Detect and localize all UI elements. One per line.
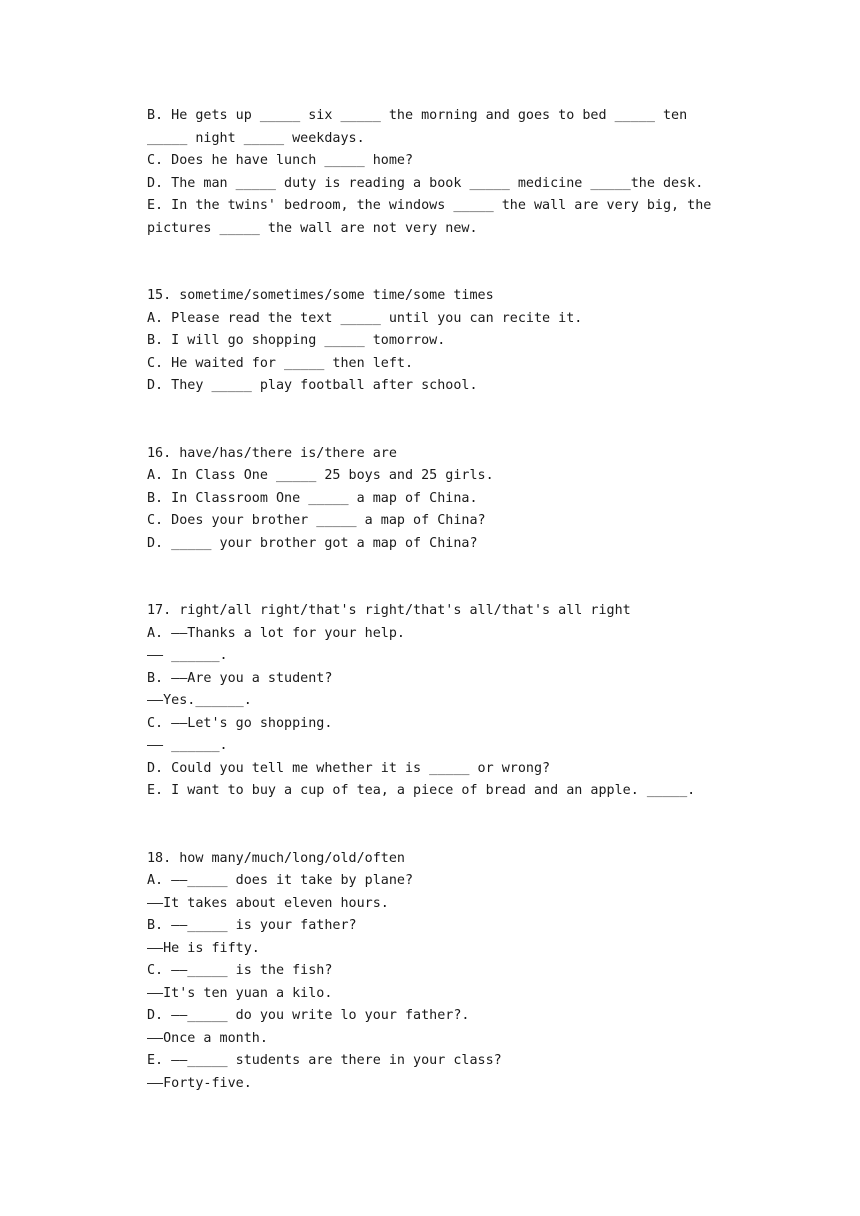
exercise-18 (147, 848, 767, 1096)
text-line: A. ——Thanks a lot for your help. (147, 625, 405, 641)
text-line: C. Does he have lunch _____ home? (147, 153, 414, 168)
text-line: E. In the twins' bedroom, the windows _____ the wall are very big, the (147, 198, 712, 213)
text-line: B. I will go shopping _____ tomorrow. (147, 333, 446, 348)
text-line: D. _____ your brother got a map of China? (147, 535, 478, 551)
text-line: —— ______. (147, 738, 228, 753)
text-line: E. I want to buy a cup of tea, a piece of bread and an apple. _____. (147, 783, 696, 798)
text-line: E. ——_____ students are there in your class? (147, 1053, 502, 1068)
text-line: B. In Classroom One _____ a map of China. (147, 490, 478, 506)
document-page (147, 105, 767, 1095)
text-line: —— ______. (147, 648, 228, 663)
section-gap (147, 803, 767, 848)
text-line: D. The man _____ duty is reading a book _____ medicine _____the desk. (147, 175, 704, 191)
text-line: _____ night _____ weekdays. (147, 130, 365, 146)
exercise-heading: 15. sometime/sometimes/some time/some times (147, 288, 494, 303)
exercise-14-continued (147, 105, 767, 240)
exercise-heading: 17. right/all right/that's right/that's all/that's all right (147, 603, 631, 618)
text-line: ——It's ten yuan a kilo. (147, 985, 333, 1001)
text-line: ——Yes.______. (147, 693, 252, 708)
text-line: A. In Class One _____ 25 boys and 25 girls. (147, 468, 494, 483)
section-gap (147, 398, 767, 443)
text-line: ——Forty-five. (147, 1075, 252, 1091)
text-line: ——It takes about eleven hours. (147, 895, 389, 911)
text-line: C. ——_____ is the fish? (147, 963, 333, 978)
text-line: C. Does your brother _____ a map of China? (147, 513, 486, 528)
text-line: B. He gets up _____ six _____ the morning and goes to bed _____ ten (147, 108, 688, 123)
text-line: B. ——_____ is your father? (147, 918, 357, 933)
text-line: C. ——Let's go shopping. (147, 715, 333, 731)
text-line: D. ——_____ do you write lo your father?. (147, 1008, 470, 1023)
text-line: D. They _____ play football after school. (147, 378, 478, 393)
exercise-15 (147, 285, 767, 398)
exercise-16 (147, 443, 767, 556)
section-gap (147, 240, 767, 285)
text-line: pictures _____ the wall are not very new. (147, 220, 478, 236)
text-line: C. He waited for _____ then left. (147, 355, 414, 371)
text-line: A. Please read the text _____ until you can recite it. (147, 310, 583, 326)
text-line: ——He is fifty. (147, 940, 260, 956)
exercise-heading: 18. how many/much/long/old/often (147, 850, 405, 866)
text-line: D. Could you tell me whether it is _____ or wrong? (147, 760, 551, 776)
exercise-17 (147, 600, 767, 803)
exercise-heading: 16. have/has/there is/there are (147, 445, 397, 461)
text-line: A. ——_____ does it take by plane? (147, 873, 414, 888)
section-gap (147, 555, 767, 600)
text-line: B. ——Are you a student? (147, 670, 333, 686)
text-line: ——Once a month. (147, 1030, 268, 1046)
